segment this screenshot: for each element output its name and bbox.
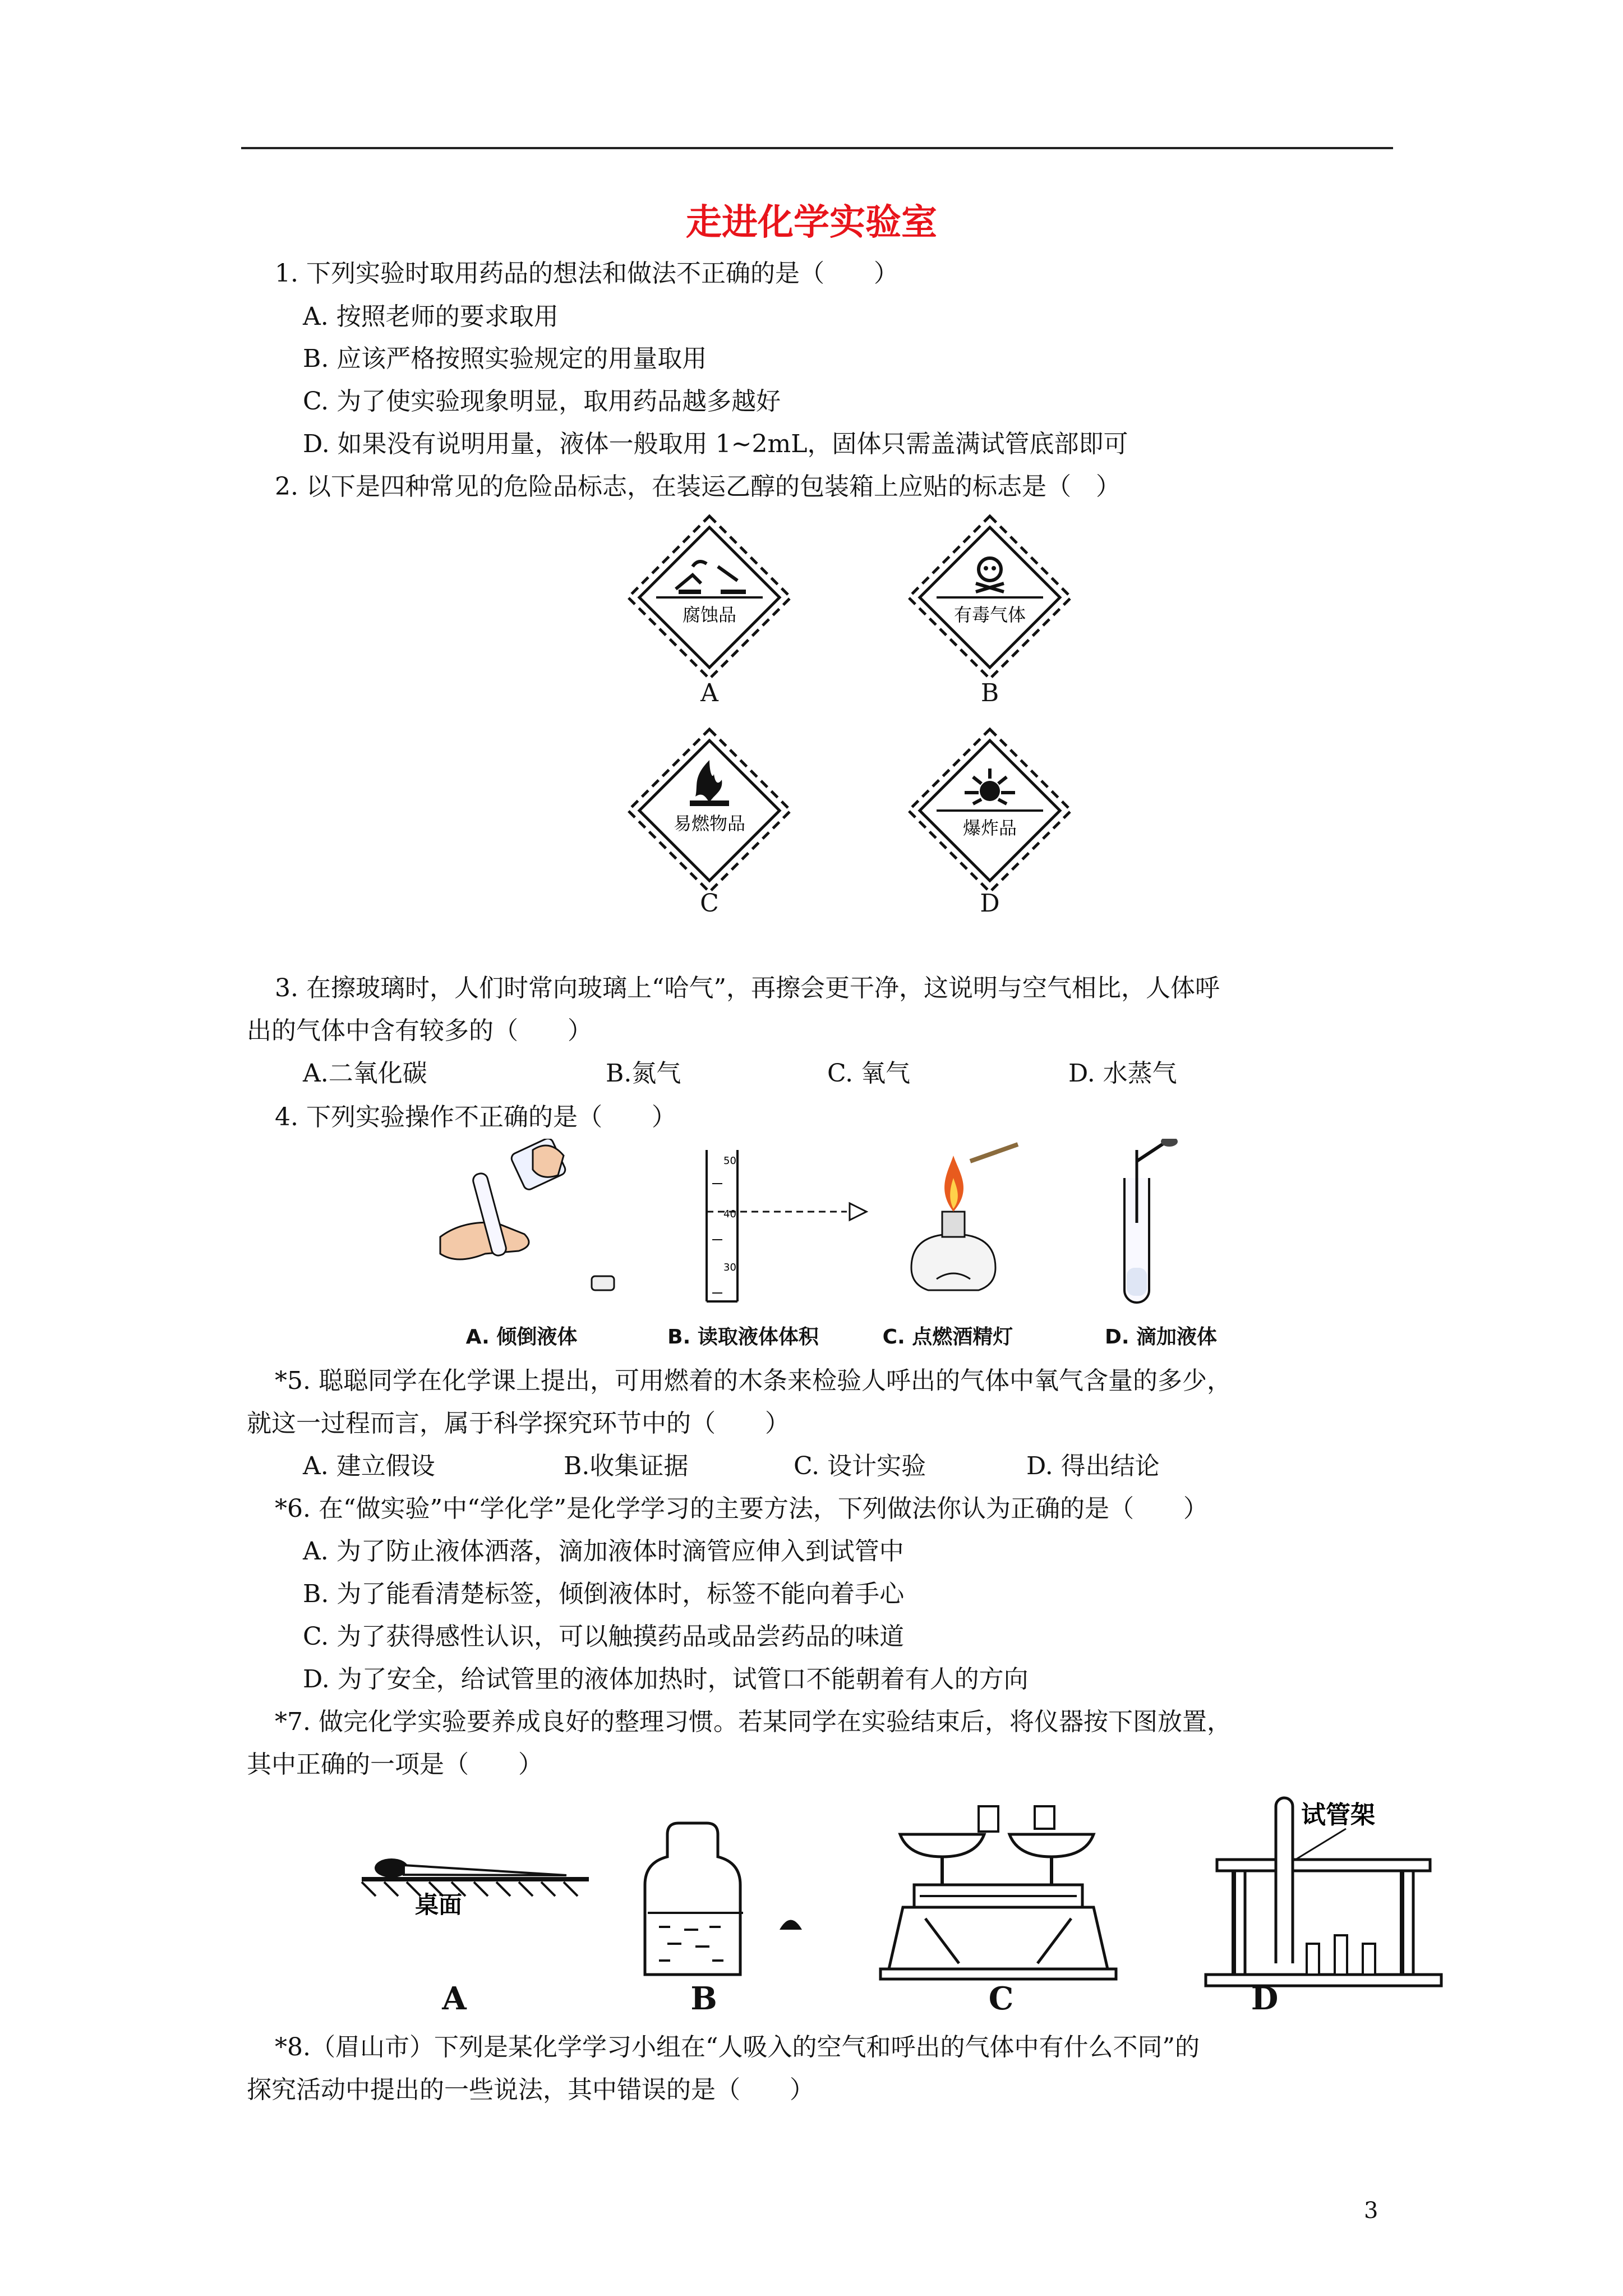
graduated-cylinder-illustration — [707, 1150, 866, 1301]
q2-stem: 2. 以下是四种常见的危险品标志，在装运乙醇的包装箱上应贴的标志是（ ） — [275, 472, 1121, 501]
corrosive-hazard-sign — [625, 513, 794, 682]
q8-stem-line2: 探究活动中提出的一些说法，其中错误的是（ ） — [247, 2076, 814, 2104]
svg-text:40: 40 — [723, 1208, 736, 1220]
sign-letter-d: D — [980, 889, 1000, 918]
test-tube-rack-illustration — [1206, 1798, 1441, 1986]
q6-option-a: A. 为了防止液体洒落，滴加液体时滴管应伸入到试管中 — [303, 1537, 904, 1566]
q7-stem-line1: *7. 做完化学实验要养成良好的整理习惯。若某同学在实验结束后，将仪器按下图放置， — [275, 1708, 1232, 1736]
svg-text:30: 30 — [723, 1262, 736, 1273]
toxic-gas-hazard-sign — [906, 513, 1074, 682]
svg-text:桌面: 桌面 — [415, 1891, 463, 1918]
flammable-hazard-sign — [625, 726, 794, 895]
q7-stem-line2: 其中正确的一项是（ ） — [247, 1750, 543, 1779]
balance-scale-illustration — [880, 1806, 1116, 1979]
q6-stem: *6. 在“做实验”中“学化学”是化学学习的主要方法，下列做法你认为正确的是（ ） — [275, 1494, 1208, 1523]
skull-icon — [979, 558, 1001, 581]
sign-letter-c: C — [700, 889, 719, 918]
q7-letter-c: C — [988, 1980, 1014, 2017]
sign-label-toxic: 有毒气体 — [953, 604, 1026, 625]
alcohol-lamp-illustration — [911, 1144, 1018, 1290]
q6-option-d: D. 为了安全，给试管里的液体加热时，试管口不能朝着有人的方向 — [303, 1665, 1029, 1694]
q1-option-c: C. 为了使实验现象明显，取用药品越多越好 — [303, 387, 781, 416]
sign-letter-a: A — [700, 679, 718, 707]
q4-caption-c: C. 点燃酒精灯 — [882, 1326, 1013, 1349]
explosive-hazard-sign — [906, 726, 1074, 895]
q4-caption-b: B. 读取液体体积 — [667, 1326, 819, 1349]
q5-stem-line1: *5. 聪聪同学在化学课上提出，可用燃着的木条来检验人呼出的气体中氧气含量的多少， — [275, 1366, 1232, 1395]
q3-option-a: A.二氧化碳 — [303, 1059, 427, 1088]
sign-letter-b: B — [980, 679, 999, 707]
q1-option-a: A. 按照老师的要求取用 — [303, 302, 559, 331]
flame-icon — [695, 760, 722, 802]
pouring-liquid-illustration — [440, 1139, 614, 1290]
q3-option-b: B.氮气 — [606, 1059, 681, 1088]
q5-stem-line2: 就这一过程而言，属于科学探究环节中的（ ） — [247, 1409, 790, 1438]
bottle-stopper-icon — [780, 1920, 802, 1930]
q1-stem: 1. 下列实验时取用药品的想法和做法不正确的是（ ） — [275, 259, 898, 288]
dropper-on-desk-illustration — [362, 1858, 589, 1918]
q4-stem: 4. 下列实验操作不正确的是（ ） — [275, 1103, 676, 1131]
q5-option-c: C. 设计实验 — [794, 1452, 926, 1480]
reagent-bottle-illustration — [645, 1823, 802, 1975]
svg-text:50: 50 — [723, 1155, 736, 1167]
q7-letter-b: B — [690, 1980, 717, 2017]
q7-letter-d: D — [1251, 1980, 1279, 2017]
q4-operations-figure — [432, 1139, 1239, 1324]
header-rule — [241, 147, 1393, 149]
page-title: 走进化学实验室 — [686, 202, 937, 243]
explosion-icon — [980, 781, 1000, 801]
eye-icon — [850, 1203, 866, 1220]
q3-option-c: C. 氧气 — [827, 1059, 911, 1088]
sign-label-corrosive: 腐蚀品 — [682, 604, 737, 625]
q5-option-d: D. 得出结论 — [1026, 1452, 1160, 1480]
sign-label-explosive: 爆炸品 — [962, 817, 1017, 839]
q4-caption-a: A. 倾倒液体 — [465, 1326, 578, 1349]
q1-option-d: D. 如果没有说明用量，液体一般取用 1~2mL，固体只需盖满试管底部即可 — [303, 430, 1128, 458]
q7-letter-a: A — [442, 1980, 467, 2017]
q3-option-d: D. 水蒸气 — [1068, 1059, 1177, 1088]
q6-option-c: C. 为了获得感性认识，可以触摸药品或品尝药品的味道 — [303, 1622, 905, 1651]
q6-option-b: B. 为了能看清楚标签，倾倒液体时，标签不能向着手心 — [303, 1580, 905, 1608]
page-number: 3 — [1364, 2198, 1378, 2224]
svg-text:试管架: 试管架 — [1301, 1801, 1375, 1829]
q5-option-b: B.收集证据 — [564, 1452, 689, 1480]
q3-stem-line2: 出的气体中含有较多的（ ） — [247, 1016, 592, 1045]
sign-label-flammable: 易燃物品 — [673, 813, 746, 834]
q4-caption-d: D. 滴加液体 — [1104, 1326, 1218, 1349]
q3-stem-line1: 3. 在擦玻璃时，人们时常向玻璃上“哈气”，再擦会更干净，这说明与空气相比，人体呼 — [275, 974, 1220, 1002]
bottle-stopper-icon — [592, 1276, 614, 1290]
q1-option-b: B. 应该严格按照实验规定的用量取用 — [303, 344, 707, 373]
dropper-test-tube-illustration — [1124, 1139, 1178, 1303]
q5-option-a: A. 建立假设 — [303, 1452, 435, 1480]
q8-stem-line1: *8.（眉山市）下列是某化学学习小组在“人吸入的空气和呼出的气体中有什么不同”的 — [275, 2033, 1200, 2062]
